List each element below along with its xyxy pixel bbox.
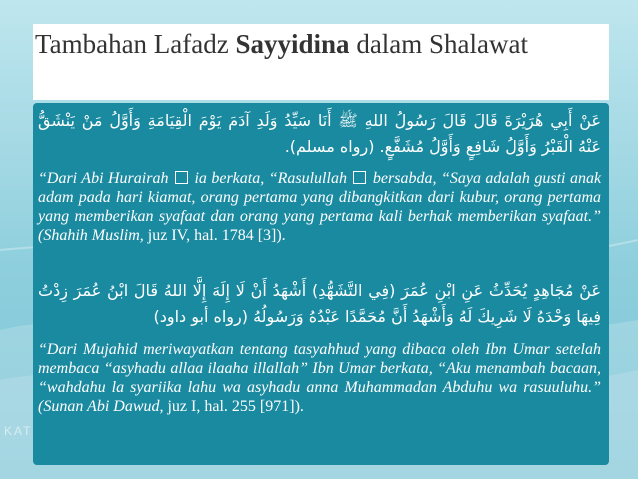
hadith-2-arabic: عَنْ مُجَاهِدٍ يُحَدِّثُ عَنِ ابْنِ عُمَرَ (فِي التَّشَهُّدِ) أَشْهَدُ أَنْ لَا إِلَهَ إِلَّا اللهُ قَالَ ابْنُ عُمَرَ زِدْتُ فِيهَا وَحْدَهُ لَا شَرِيكَ لَهُ وَأَشْهَدُ أَنَّ مُحَمَّدًا عَبْدُهُ وَرَسُولُهُ (رواه أبو داود) — [38, 281, 601, 326]
hadith-1-translation — [38, 169, 601, 245]
h1-text-a: “Dari Abi Hurairah — [38, 170, 169, 187]
title-part-1: Tambahan Lafadz — [35, 29, 236, 59]
h1-text-c: bersabda, “Saya adalah gusti anak adam pada hari kiamat, orang pertama yang dibangkitkan dari kubur, orang pertama yang memberikan syafaat dan orang yang pertama kali berhak memberikan syafaat.” (Shahih Muslim, — [38, 170, 602, 244]
placeholder-glyph-icon — [175, 171, 188, 184]
hadith-1-arabic: عَنْ أَبِي هُرَيْرَةَ قَالَ قَالَ رَسُولُ اللهِ ﷺ أَنَا سَيِّدُ وَلَدِ آدَمَ يَوْمَ الْقِيَامَةِ وَأَوَّلُ مَنْ يَنْشَقُّ عَنْهُ الْقَبْرُ وَأَوَّلُ شَافِعٍ وَأَوَّلُ مُشَفَّعٍ. (رواه مسلم). — [38, 111, 601, 156]
h2-text-b: juz I, hal. 255 [971]). — [167, 398, 304, 415]
title-bold-word: Sayyidina — [235, 29, 350, 59]
h2-text-a: “Dari Mujahid meriwayatkan tentang tasyahhud yang dibaca oleh Ibn Umar setelah membaca “asyhadu allaa ilaaha illallah” Ibn Umar berkata, “Aku menambah bacaan, “wahdahu la syariika lahu wa asyhadu anna Muhammadan Abduhu wa rasuuluhu.” (Sunan Abi Dawud, — [38, 341, 601, 415]
title-part-2: dalam Shalawat — [349, 29, 529, 59]
placeholder-glyph-icon — [353, 171, 366, 184]
h1-text-b: ia berkata, “Rasulullah — [194, 170, 347, 187]
h1-text-d: juz IV, hal. 1784 [3]). — [147, 227, 286, 244]
slide-title — [35, 28, 595, 61]
watermark-text: KAT — [4, 424, 33, 438]
hadith-2-translation — [38, 340, 601, 416]
